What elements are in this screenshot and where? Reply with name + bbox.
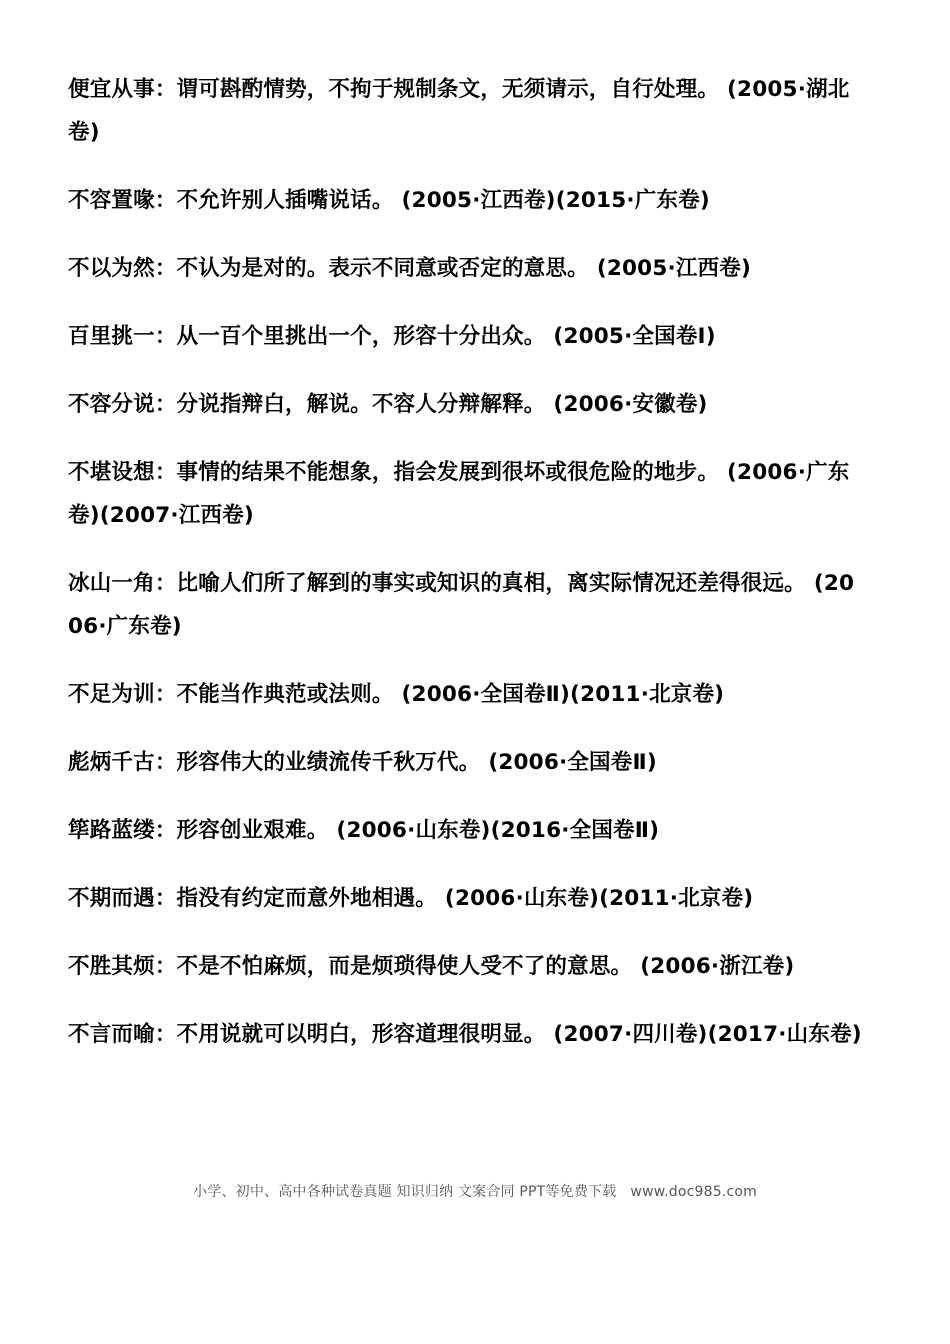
idiom-definition: 分说指辩白，解说。不容人分辩解释。 xyxy=(176,392,546,417)
idiom-entry xyxy=(68,179,868,222)
idiom-source: (2006·广东卷)(2007·江西卷) xyxy=(68,460,850,528)
idiom-term: 百里挑一 ： xyxy=(68,324,177,349)
idiom-entry xyxy=(68,673,868,716)
idiom-definition: 不是不怕麻烦，而是烦琐得使人受不了的意思。 xyxy=(176,954,633,979)
idiom-source: (2006·山东卷)(2011·北京卷) xyxy=(444,886,754,911)
idiom-term: 冰山一角 ： xyxy=(68,571,177,596)
idiom-entry xyxy=(68,68,868,154)
idiom-entry xyxy=(68,945,868,988)
footer-site-link[interactable]: www.doc985.com xyxy=(630,1184,757,1200)
idiom-source: (2006·全国卷Ⅱ)(2011·北京卷) xyxy=(401,682,725,707)
idiom-term: 筚路蓝缕 ： xyxy=(68,818,177,843)
idiom-term: 不容分说 ： xyxy=(68,392,177,417)
idiom-term: 不容置喙 ： xyxy=(68,188,177,213)
idiom-definition: 不能当作典范或法则。 xyxy=(176,682,394,707)
idiom-definition: 形容创业艰难。 xyxy=(176,818,329,843)
idiom-source: (2006·浙江卷) xyxy=(640,954,795,979)
idiom-definition: 比喻人们所了解到的事实或知识的真相，离实际情况还差得很远。 xyxy=(176,571,806,596)
idiom-source: (2006·安徽卷) xyxy=(553,392,708,417)
idiom-term: 不期而遇 ： xyxy=(68,886,177,911)
idiom-source: (2005·全国卷Ⅰ) xyxy=(553,324,716,349)
idiom-definition: 谓可斟酌情势，不拘于规制条文，无须请示，自行处理。 xyxy=(176,77,720,102)
idiom-term: 不足为训 ： xyxy=(68,682,177,707)
idiom-entry xyxy=(68,383,868,426)
idiom-definition: 不允许别人插嘴说话。 xyxy=(176,188,394,213)
idiom-definition: 事情的结果不能想象，指会发展到很坏或很危险的地步。 xyxy=(176,460,720,485)
idiom-term: 不言而喻 ： xyxy=(68,1022,177,1047)
idiom-definition: 不认为是对的。表示不同意或否定的意思。 xyxy=(176,256,589,281)
idiom-term: 不胜其烦 ： xyxy=(68,954,177,979)
idiom-definition: 从一百个里挑出一个，形容十分出众。 xyxy=(176,324,546,349)
idiom-term: 彪炳千古 ： xyxy=(68,750,177,775)
idiom-term: 不堪设想 ： xyxy=(68,460,177,485)
page-footer xyxy=(0,1181,950,1201)
idiom-list xyxy=(68,68,868,1081)
idiom-source: (2006·广东卷) xyxy=(68,571,855,639)
idiom-term: 不以为然 ： xyxy=(68,256,177,281)
idiom-source: (2005·湖北卷) xyxy=(68,77,850,145)
idiom-source: (2005·江西卷)(2015·广东卷) xyxy=(401,188,710,213)
idiom-entry xyxy=(68,809,868,852)
idiom-entry xyxy=(68,877,868,920)
idiom-source: (2007·四川卷)(2017·山东卷) xyxy=(553,1022,862,1047)
idiom-source: (2005·江西卷) xyxy=(596,256,751,281)
idiom-entry xyxy=(68,315,868,358)
idiom-entry xyxy=(68,1013,868,1056)
idiom-definition: 不用说就可以明白，形容道理很明显。 xyxy=(176,1022,546,1047)
idiom-entry xyxy=(68,741,868,784)
idiom-entry xyxy=(68,451,868,537)
idiom-source: (2006·全国卷Ⅱ) xyxy=(488,750,657,775)
idiom-entry xyxy=(68,562,868,648)
idiom-term: 便宜从事 ： xyxy=(68,77,177,102)
idiom-source: (2006·山东卷)(2016·全国卷Ⅱ) xyxy=(336,818,660,843)
idiom-definition: 形容伟大的业绩流传千秋万代。 xyxy=(176,750,481,775)
idiom-entry xyxy=(68,247,868,290)
idiom-definition: 指没有约定而意外地相遇。 xyxy=(176,886,437,911)
footer-text: 小学、初中、高中各种试卷真题 知识归纳 文案合同 PPT等免费下载 xyxy=(193,1184,617,1200)
